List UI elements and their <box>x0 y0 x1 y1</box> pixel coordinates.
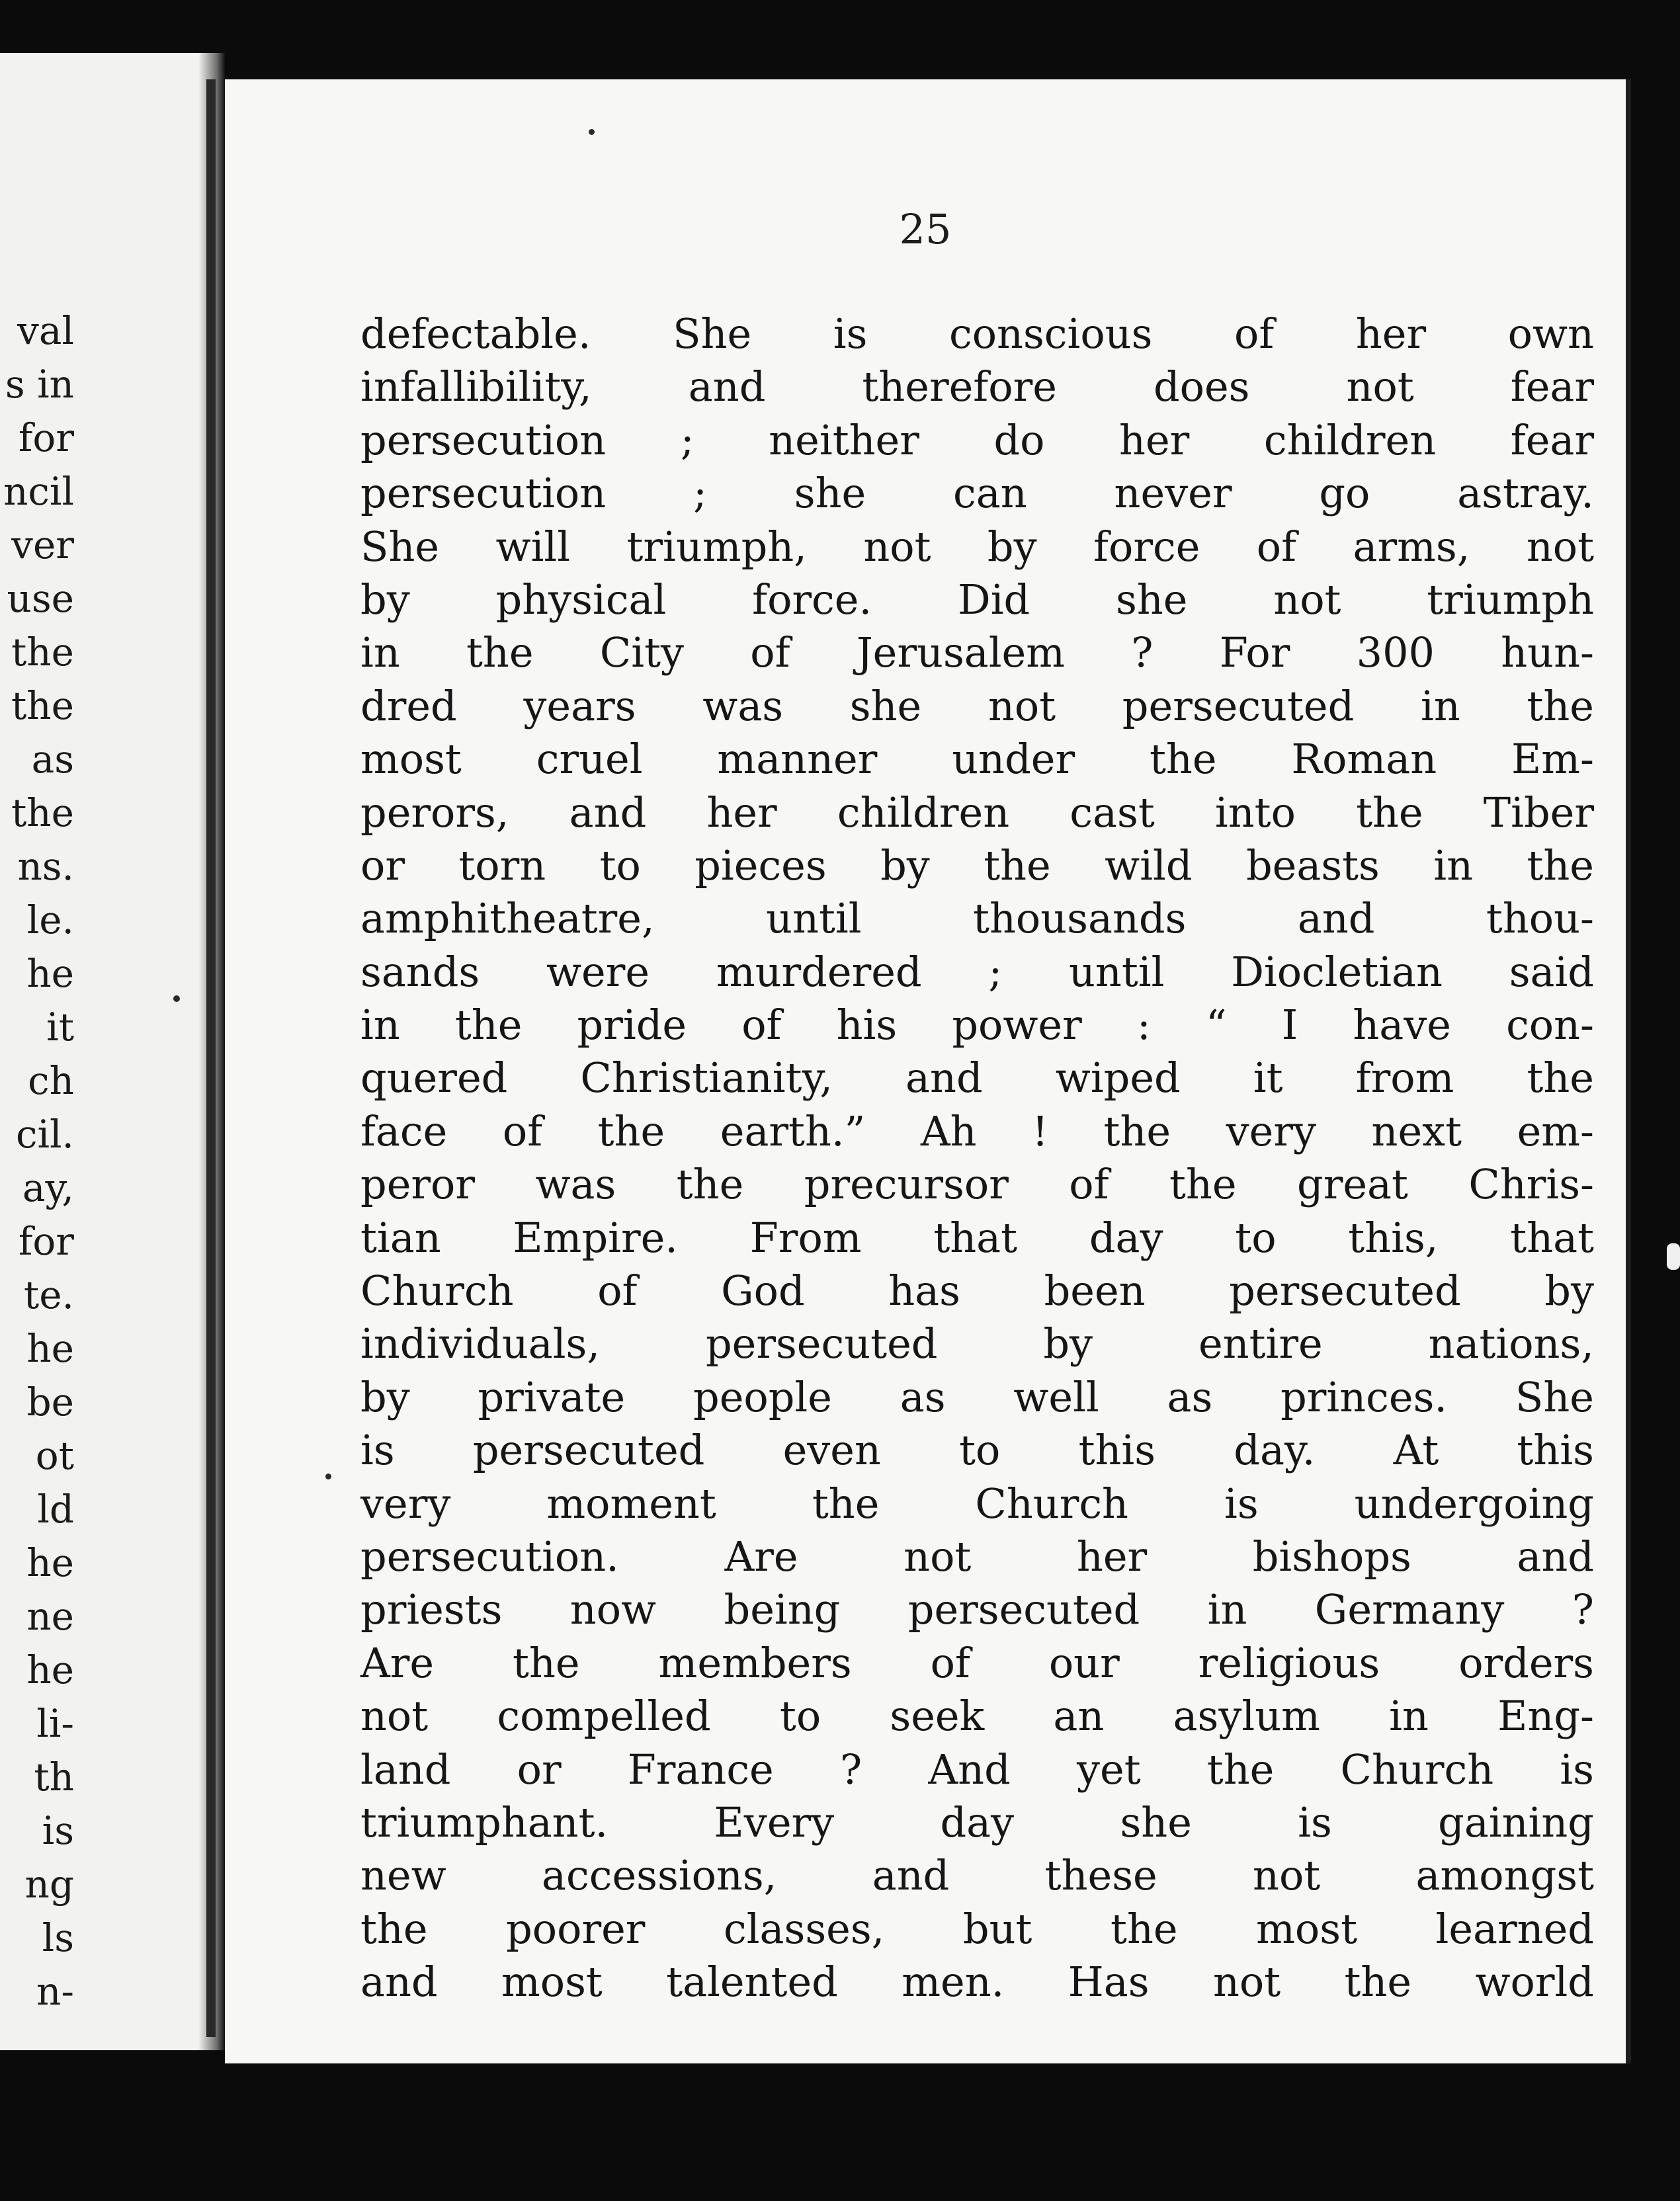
text-line: Are the members of our religious orders <box>360 1638 1594 1687</box>
text-line: by physical force. Did she not triumph <box>360 575 1594 624</box>
scan-speck <box>1667 1243 1680 1270</box>
text-line: in the City of Jerusalem ? For 300 hun- <box>360 628 1594 677</box>
left-page-line-fragment: he <box>26 1540 74 1585</box>
book-binding <box>206 79 216 2037</box>
text-line: new accessions, and these not amongst <box>360 1851 1594 1900</box>
left-page-line-fragment: be <box>26 1380 74 1425</box>
scan-speck <box>589 129 595 135</box>
page-body-text <box>360 308 1594 2009</box>
text-line: triumphant. Every day she is gaining <box>360 1798 1594 1847</box>
left-page-line-fragment: ot <box>35 1433 74 1478</box>
text-line: individuals, persecuted by entire nations, <box>360 1319 1594 1368</box>
left-page-line-fragment: as <box>31 737 74 782</box>
left-facing-page <box>0 53 225 2050</box>
text-line: and most talented men. Has not the world <box>360 1958 1594 2007</box>
scan-speck <box>325 1474 331 1479</box>
left-page-line-fragment: val <box>17 308 74 353</box>
text-line: priests now being persecuted in Germany ? <box>360 1585 1594 1634</box>
text-line: peror was the precursor of the great Chris- <box>360 1160 1594 1209</box>
text-line: in the pride of his power : “ I have con- <box>360 1001 1594 1050</box>
text-line: or torn to pieces by the wild beasts in the <box>360 841 1594 890</box>
left-page-line-fragment: he <box>26 1647 74 1692</box>
text-line: tian Empire. From that day to this, that <box>360 1213 1594 1262</box>
left-page-line-fragment: s in <box>5 362 74 407</box>
right-page <box>225 79 1626 2063</box>
left-page-cropped-text <box>0 304 74 2018</box>
left-page-line-fragment: cil. <box>15 1112 74 1157</box>
text-line: dred years was she not persecuted in the <box>360 681 1594 730</box>
text-line: not compelled to seek an asylum in Eng- <box>360 1692 1594 1741</box>
left-page-line-fragment: ver <box>11 522 74 567</box>
left-page-line-fragment: ls <box>42 1915 74 1960</box>
left-page-line-fragment: he <box>26 951 74 996</box>
text-line: quered Christianity, and wiped it from the <box>360 1054 1594 1102</box>
text-line: persecution ; she can never go astray. <box>360 469 1594 518</box>
left-page-line-fragment: he <box>26 1326 74 1371</box>
left-page-line-fragment: ng <box>24 1862 74 1907</box>
left-page-line-fragment: le. <box>26 897 74 942</box>
left-page-line-fragment: for <box>18 415 74 460</box>
text-line: very moment the Church is undergoing <box>360 1479 1594 1528</box>
left-page-line-fragment: the <box>11 683 74 728</box>
left-page-line-fragment: for <box>18 1219 74 1264</box>
left-page-line-fragment: the <box>11 630 74 675</box>
left-page-line-fragment: it <box>46 1005 74 1050</box>
text-line: infallibility, and therefore does not fear <box>360 362 1594 411</box>
left-page-line-fragment: use <box>7 576 74 621</box>
left-page-line-fragment: n- <box>36 1969 74 2014</box>
left-page-line-fragment: li- <box>36 1701 74 1746</box>
left-page-line-fragment: ns. <box>17 844 74 889</box>
text-line: defectable. She is conscious of her own <box>360 310 1594 358</box>
page-number: 25 <box>899 205 952 253</box>
left-page-line-fragment: the <box>11 790 74 835</box>
text-line: land or France ? And yet the Church is <box>360 1745 1594 1794</box>
left-page-line-fragment: th <box>34 1755 74 1800</box>
text-line: sands were murdered ; until Diocletian said <box>360 947 1594 996</box>
text-line: She will triumph, not by force of arms, not <box>360 522 1594 571</box>
left-page-line-fragment: te. <box>23 1272 74 1317</box>
text-line: perors, and her children cast into the Tiber <box>360 788 1594 837</box>
left-page-line-fragment: ld <box>37 1487 74 1532</box>
left-page-line-fragment: ay, <box>22 1165 74 1210</box>
text-line: by private people as well as princes. She <box>360 1372 1594 1421</box>
text-line: persecution. Are not her bishops and <box>360 1532 1594 1581</box>
text-line: amphitheatre, until thousands and thou- <box>360 894 1594 943</box>
left-page-line-fragment: ch <box>28 1058 74 1103</box>
text-line: Church of God has been persecuted by <box>360 1267 1594 1315</box>
text-line: is persecuted even to this day. At this <box>360 1426 1594 1475</box>
text-line: persecution ; neither do her children fear <box>360 415 1594 464</box>
left-page-line-fragment: ne <box>26 1594 74 1639</box>
text-line: most cruel manner under the Roman Em- <box>360 735 1594 784</box>
text-line: the poorer classes, but the most learned <box>360 1904 1594 1953</box>
left-page-line-fragment: ncil <box>3 469 74 514</box>
text-line: face of the earth.” Ah ! the very next em- <box>360 1106 1594 1155</box>
left-page-line-fragment: is <box>42 1808 74 1853</box>
scan-speck <box>173 995 180 1002</box>
